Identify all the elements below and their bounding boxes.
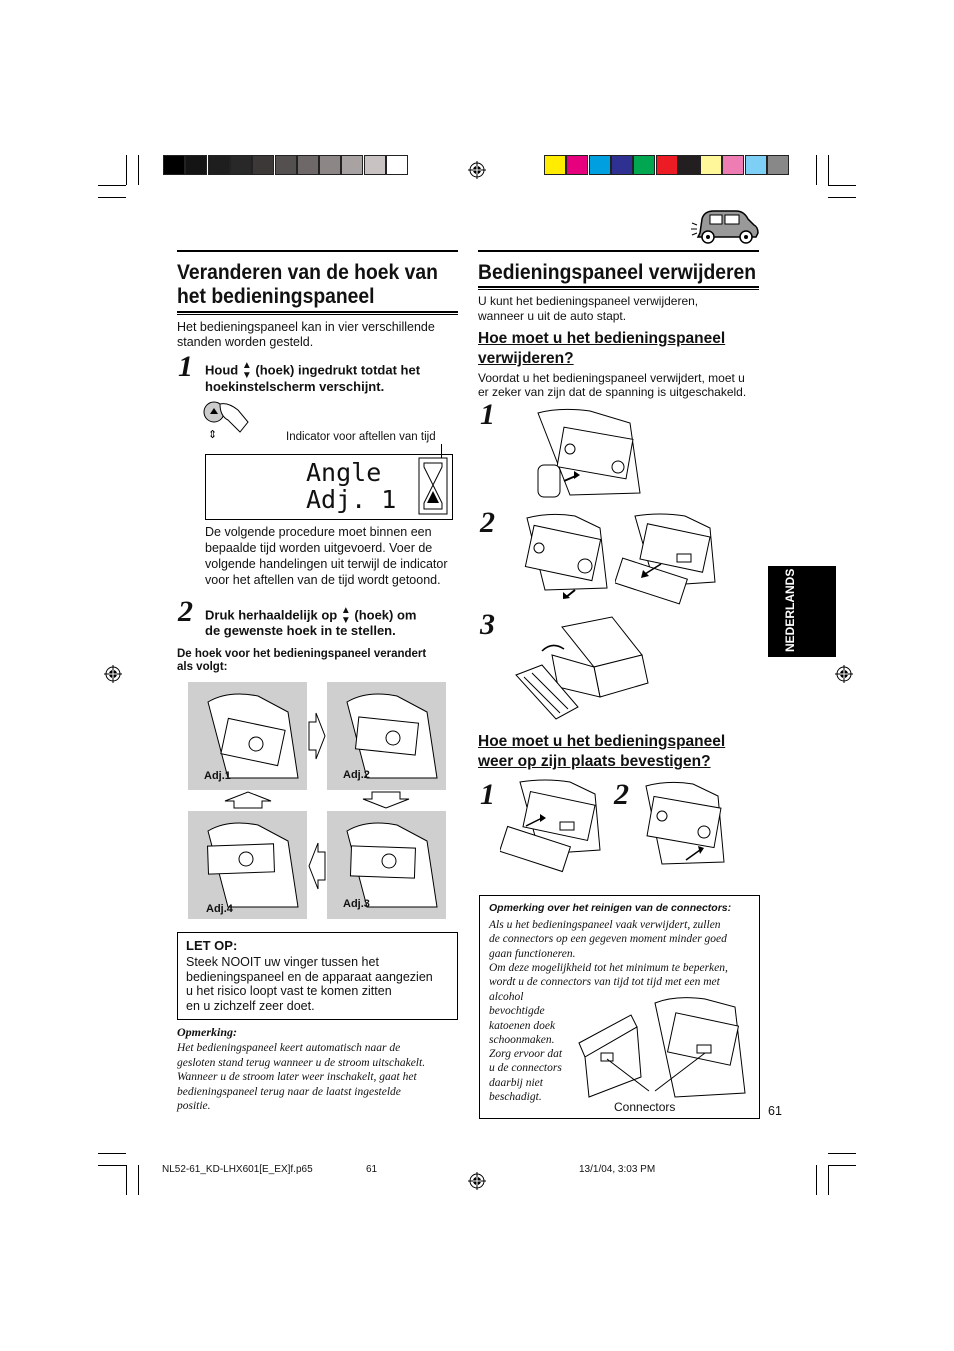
connNarrow-line: bevochtigde — [489, 1005, 545, 1018]
remove-step2a-illustration — [515, 512, 610, 600]
connNarrow-line: u de connectors — [489, 1062, 562, 1075]
step-number: 1 — [480, 398, 495, 431]
crop-mark — [98, 185, 126, 186]
language-tab-label: NEDERLANDS — [783, 568, 797, 652]
color-swatch — [566, 155, 588, 175]
step-number: 1 — [178, 350, 193, 383]
crop-mark — [126, 1165, 127, 1195]
language-tab — [768, 566, 836, 657]
connectors-illustration — [575, 993, 753, 1103]
color-swatch — [633, 155, 655, 175]
note-line: positie. — [177, 1100, 211, 1112]
color-swatch — [364, 155, 386, 175]
crop-mark — [138, 1165, 139, 1195]
registration-mark-icon — [835, 665, 853, 683]
attach-step2-illustration — [638, 780, 728, 870]
left-title-line2: het bedieningspaneel — [177, 285, 375, 308]
color-swatch — [722, 155, 744, 175]
arrow-up-icon — [224, 791, 272, 809]
note-line: Wanneer u de stroom later weer inschakelt, gaat het — [177, 1071, 417, 1083]
car-icon — [690, 205, 762, 247]
arrow-down-icon — [362, 791, 410, 809]
connectors-label: Connectors — [614, 1100, 676, 1114]
color-swatch — [544, 155, 566, 175]
note-line: bedieningspaneel terug naar de laatst ingestelde — [177, 1085, 401, 1098]
caution-text — [186, 955, 454, 1013]
angle-icon: ▲ ▼ — [241, 360, 252, 381]
right-intro-line: wanneer u uit de auto stapt. — [478, 309, 627, 323]
crop-mark — [828, 155, 829, 185]
color-swatch — [163, 155, 185, 175]
step-number: 2 — [480, 506, 495, 539]
procedure-line: De volgende procedure moet binnen een — [205, 525, 432, 539]
procedure-line: bepaalde tijd worden uitgevoerd. Voer de — [205, 541, 433, 555]
step2-text-a: Druk herhaaldelijk op — [205, 607, 338, 623]
crop-mark — [828, 185, 856, 186]
attach-step1-illustration — [500, 778, 605, 883]
crop-mark — [126, 155, 127, 185]
angle-heading-line: De hoek voor het bedieningspaneel verandert — [177, 648, 427, 660]
adj-label: Adj.3 — [343, 898, 370, 910]
connFull-line: gaan functioneren. — [489, 947, 576, 960]
adj-label: Adj.1 — [204, 770, 231, 782]
step2-text-b: (hoek) om — [354, 607, 417, 623]
connector-note-title: Opmerking over het reinigen van de connectors: — [489, 902, 732, 914]
procedure-text — [205, 524, 460, 588]
subheading-line: Hoe moet u het bedieningspaneel — [478, 733, 726, 750]
finger-press-icon — [198, 398, 250, 442]
adj-label: Adj.2 — [343, 769, 370, 781]
lcd-line1: Angle — [306, 458, 382, 487]
hourglass-icon — [418, 457, 448, 515]
color-swatch — [678, 155, 700, 175]
connNarrow-line: Zorg ervoor dat — [489, 1048, 563, 1061]
procedure-line: volgende handelingen uit terwijl de indicator — [205, 557, 448, 571]
color-swatch — [745, 155, 767, 175]
angle-heading — [177, 648, 426, 674]
color-swatch — [208, 155, 230, 175]
subheading-remove — [478, 329, 725, 369]
lcd-line2: Adj. 1 — [306, 485, 397, 514]
connNarrow-line: daarbij niet — [489, 1076, 543, 1089]
page-number: 61 — [768, 1104, 782, 1118]
step-number: 1 — [480, 778, 495, 811]
step1-text-a: Houd — [205, 362, 239, 378]
connNarrow-line: alcohol — [489, 991, 524, 1003]
right-intro — [478, 294, 698, 324]
color-swatch — [656, 155, 678, 175]
color-swatch — [700, 155, 722, 175]
section-rule — [478, 250, 759, 252]
color-swatch — [386, 155, 408, 175]
caution-line: u het risico loopt vast te komen zitten — [186, 984, 392, 998]
footer-file: NL52-61_KD-LHX601[E_EX]f.p65 — [162, 1164, 313, 1175]
color-swatch — [230, 155, 252, 175]
step-number: 3 — [480, 608, 495, 641]
lcd-display — [205, 454, 453, 520]
footer-page: 61 — [366, 1164, 378, 1175]
caution-line: Steek NOOIT uw vinger tussen het — [186, 955, 379, 969]
subheading-line: weer op zijn plaats bevestigen? — [478, 753, 711, 770]
crop-mark — [98, 197, 126, 198]
caution-title: LET OP: — [186, 938, 238, 953]
color-swatch — [252, 155, 274, 175]
indicator-label: Indicator voor aftellen van tijd — [286, 431, 436, 443]
title-underline — [478, 286, 759, 290]
color-swatch — [589, 155, 611, 175]
color-swatch — [297, 155, 319, 175]
note-text — [177, 1041, 462, 1114]
crop-mark — [828, 1153, 856, 1154]
angle-heading-line: als volgt: — [177, 661, 228, 673]
step-number: 2 — [614, 778, 629, 811]
crop-mark — [828, 1165, 829, 1195]
connector-note-box — [479, 895, 760, 1119]
connector-note-text-narrow — [489, 990, 579, 1104]
subheading-line: Hoe moet u het bedieningspaneel — [478, 330, 726, 347]
arrow-right-icon — [308, 712, 326, 760]
remove-intro-line: Voordat u het bedieningspaneel verwijdert, moet u — [478, 371, 745, 385]
connNarrow-line: beschadigt. — [489, 1091, 542, 1104]
note-line: gesloten stand terug wanneer u de stroom uitschakelt. — [177, 1056, 426, 1069]
crop-mark — [98, 1153, 126, 1154]
crop-mark — [98, 1165, 126, 1166]
connFull-line: de connectors op een gegeven moment minder goed — [489, 933, 727, 946]
title-underline — [177, 311, 458, 315]
step1-line2: hoekinstelscherm verschijnt. — [205, 379, 385, 394]
color-swatch — [275, 155, 297, 175]
connNarrow-line: katoenen doek — [489, 1019, 556, 1032]
registration-mark-icon — [104, 665, 122, 683]
crop-mark — [816, 155, 817, 185]
subheading-line: verwijderen? — [478, 350, 574, 367]
caution-line: bedieningspaneel en de apparaat aangezien — [186, 969, 433, 984]
crop-mark — [828, 1165, 856, 1166]
remove-step1-illustration — [530, 405, 646, 505]
crop-mark — [816, 1165, 817, 1195]
caution-box — [177, 932, 458, 1020]
remove-intro-line: er zeker van zijn dat de spanning is uitgeschakeld. — [478, 385, 747, 399]
connNarrow-line: schoonmaken. — [489, 1033, 555, 1046]
angle-icon: ▲ ▼ — [340, 605, 351, 626]
color-swatch — [319, 155, 341, 175]
caution-line: en u zichzelf zeer doet. — [186, 998, 315, 1013]
arrow-left-icon — [308, 842, 326, 890]
step-number: 2 — [178, 595, 193, 628]
step1-text-b: (hoek) ingedrukt totdat het — [255, 362, 421, 378]
right-title: Bedieningspaneel verwijderen — [478, 261, 757, 284]
step2-line2: de gewenste hoek in te stellen. — [205, 623, 396, 638]
connFull-line: Als u het bedieningspaneel vaak verwijdert, zullen — [489, 919, 721, 931]
section-rule — [177, 250, 458, 252]
footer-date: 13/1/04, 3:03 PM — [579, 1164, 656, 1175]
connector-note-text — [489, 918, 759, 989]
color-swatch — [767, 155, 789, 175]
connFull-line: wordt u de connectors van tijd tot tijd met een met — [489, 976, 720, 989]
crop-mark — [828, 197, 856, 198]
remove-intro — [478, 371, 746, 399]
remove-step3-case-illustration — [512, 615, 652, 723]
note-title: Opmerking: — [177, 1025, 237, 1039]
adj-label: Adj.4 — [206, 903, 233, 915]
right-intro-line: U kunt het bedieningspaneel verwijderen, — [478, 294, 699, 308]
left-title-line1: Veranderen van de hoek van — [177, 261, 438, 284]
remove-step2b-illustration — [615, 512, 720, 617]
connFull-line: Om deze mogelijkheid tot het minimum te beperken, — [489, 961, 728, 974]
svg-text:⇕: ⇕ — [208, 428, 218, 441]
color-swatch — [185, 155, 207, 175]
registration-mark-icon — [468, 161, 486, 179]
step1-line1 — [205, 361, 420, 381]
color-swatch — [611, 155, 633, 175]
crop-mark — [138, 155, 139, 185]
left-intro: Het bedieningspaneel kan in vier verschillende standen worden gesteld. — [177, 320, 435, 349]
registration-mark-icon — [468, 1172, 486, 1190]
procedure-line: voor het aftellen van de tijd wordt getoond. — [205, 573, 441, 587]
color-swatch — [341, 155, 363, 175]
subheading-attach — [478, 732, 725, 772]
note-line: Het bedieningspaneel keert automatisch naar de — [177, 1042, 401, 1054]
